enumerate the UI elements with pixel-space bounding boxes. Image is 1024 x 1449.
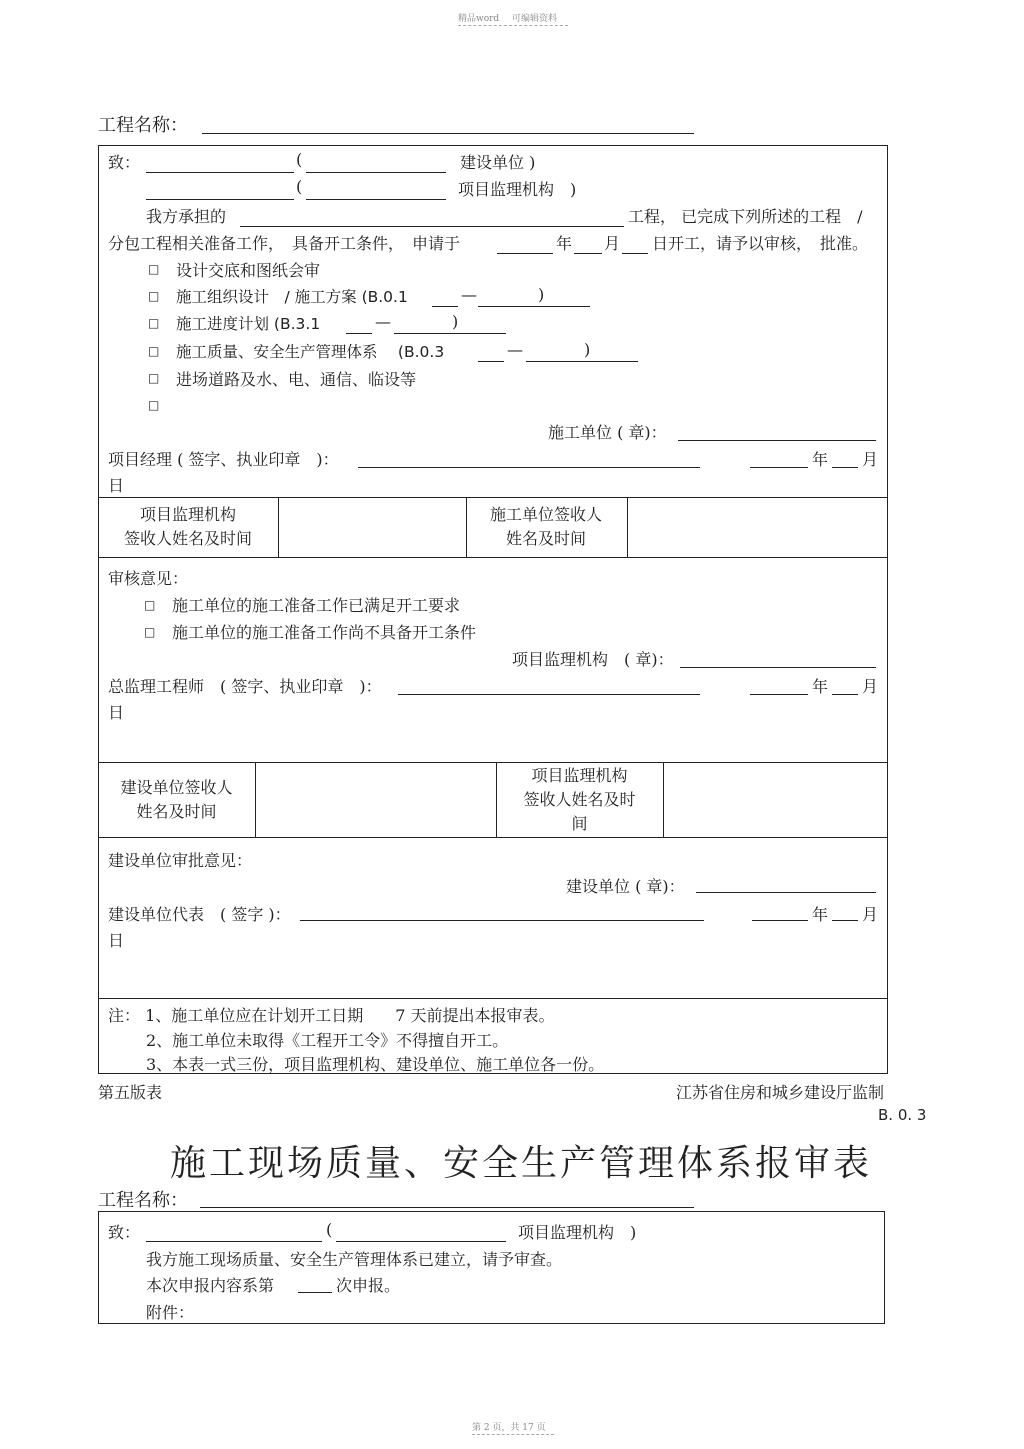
label-line: 姓名及时间 xyxy=(136,802,217,821)
edition-label: 第五版表 xyxy=(98,1083,163,1102)
review-opt-2: 施工单位的施工准备工作尚不具备开工条件 xyxy=(172,623,477,642)
footer-divider xyxy=(472,1434,554,1435)
start-day-field[interactable] xyxy=(622,253,648,254)
recv-contractor-field[interactable] xyxy=(629,499,885,555)
year-label: 年 xyxy=(812,905,829,924)
label-line: 姓名及时间 xyxy=(505,529,586,548)
recipient1-role: 建设单位 ) xyxy=(460,153,536,172)
recv-supervisor2-label xyxy=(497,764,662,836)
p1-start: 我方承担的 xyxy=(146,207,227,226)
attachment-label: 附件： xyxy=(146,1303,195,1322)
item-4: 施工质量、安全生产管理体系 (B.0.3 xyxy=(176,343,445,361)
contractor-seal-label: 施工单位 ( 章)： xyxy=(548,423,667,442)
row-divider xyxy=(98,557,888,558)
supervisor-seal-label: 项目监理机构 ( 章)： xyxy=(512,650,674,669)
month-label: 月 xyxy=(604,234,621,253)
recipient2-field-b[interactable] xyxy=(306,199,446,200)
to-label: 致： xyxy=(108,153,141,172)
checkbox-1[interactable]: □ xyxy=(148,262,160,276)
form-code: B. 0. 3 xyxy=(878,1106,927,1124)
paren: ) xyxy=(584,340,591,359)
to-label-2: 致： xyxy=(108,1223,141,1242)
day-label: 日 xyxy=(108,703,125,722)
item-3-num-field-b[interactable] xyxy=(394,333,506,334)
form2-line-1: 我方施工现场质量、安全生产管理体系已建立，请予审查。 xyxy=(146,1250,563,1269)
paren: ( xyxy=(296,150,303,169)
dash: — xyxy=(507,340,523,359)
checkbox-6[interactable]: □ xyxy=(148,398,160,412)
note-3: 3、本表一式三份，项目监理机构、建设单位、施工单位各一份。 xyxy=(146,1055,605,1074)
contractor-seal-field[interactable] xyxy=(678,440,876,441)
recv-owner-label xyxy=(99,776,254,824)
paren: ( xyxy=(326,1220,333,1239)
header-right: 可编辑资料 xyxy=(512,14,558,24)
form2-line-2a: 本次申报内容系第 xyxy=(146,1276,275,1295)
col-divider xyxy=(255,762,256,837)
note-1: 注： 1、施工单位应在计划开工日期 7 天前提出本报审表。 xyxy=(108,1006,555,1025)
recipient2-field[interactable] xyxy=(146,199,294,200)
row-divider xyxy=(98,762,888,763)
recv-supervisor2-field[interactable] xyxy=(665,764,885,835)
month-label: 月 xyxy=(862,905,879,924)
pm-month-field[interactable] xyxy=(832,467,858,468)
header-divider xyxy=(458,25,568,26)
item-2-num-field-b[interactable] xyxy=(478,306,590,307)
chief-sign-label: 总监理工程师 ( 签字、执业印章 )： xyxy=(108,677,382,696)
review-opt-1: 施工单位的施工准备工作已满足开工要求 xyxy=(172,596,461,615)
row-divider xyxy=(98,497,888,498)
year-label: 年 xyxy=(556,234,573,253)
item-2-num-field[interactable] xyxy=(432,306,458,307)
form-title: 施工现场质量、安全生产管理体系报审表 xyxy=(170,1143,873,1184)
month-label: 月 xyxy=(862,677,879,696)
p2-end: 日开工，请予以审核， 批准。 xyxy=(652,234,869,253)
p1-end: 工程， 已完成下列所述的工程 / xyxy=(628,207,863,226)
paren: ) xyxy=(452,312,459,331)
item-3-num-field[interactable] xyxy=(346,333,372,334)
recipient2-role: 项目监理机构 ) xyxy=(458,180,577,199)
submission-count-field[interactable] xyxy=(298,1292,332,1293)
start-year-field[interactable] xyxy=(497,253,553,254)
dash: — xyxy=(375,312,391,331)
row-divider xyxy=(98,837,888,838)
recipient1-field-b[interactable] xyxy=(306,172,446,173)
owner-rep-label: 建设单位代表 ( 签字 )： xyxy=(108,905,291,924)
owner-month-field[interactable] xyxy=(832,920,858,921)
chief-year-field[interactable] xyxy=(750,694,808,695)
review-label: 审核意见： xyxy=(108,569,189,588)
owner-rep-field[interactable] xyxy=(300,920,704,921)
row-divider xyxy=(98,998,888,999)
label-line: 签收人姓名及时间 xyxy=(123,529,252,548)
owner-seal-field[interactable] xyxy=(696,892,876,893)
owner-approval-label: 建设单位审批意见： xyxy=(108,851,253,870)
dash: — xyxy=(461,285,477,304)
day-label: 日 xyxy=(108,476,125,495)
paren: ( xyxy=(296,177,303,196)
start-month-field[interactable] xyxy=(574,253,602,254)
checkbox-5[interactable]: □ xyxy=(148,371,160,385)
authority-label: 江苏省住房和城乡建设厅监制 xyxy=(676,1083,885,1102)
review-checkbox-1[interactable]: □ xyxy=(144,598,156,612)
pm-year-field[interactable] xyxy=(750,467,808,468)
page-footer: 第 2 页，共 17 页 xyxy=(472,1423,546,1433)
label-line: 施工单位签收人 xyxy=(489,505,602,524)
recv-supervisor-label xyxy=(99,503,277,551)
col-divider xyxy=(278,497,279,557)
project-name-label-2: 工程名称： xyxy=(98,1190,188,1211)
project-field[interactable] xyxy=(240,226,624,227)
label-line: 建设单位签收人 xyxy=(120,778,233,797)
checkbox-2[interactable]: □ xyxy=(148,289,160,303)
year-label: 年 xyxy=(812,677,829,696)
recv-owner-field[interactable] xyxy=(257,764,494,835)
pm-sign-field[interactable] xyxy=(358,467,700,468)
review-checkbox-2[interactable]: □ xyxy=(144,625,156,639)
owner-seal-label: 建设单位 ( 章)： xyxy=(566,877,685,896)
item-1: 设计交底和图纸会审 xyxy=(176,261,321,280)
checkbox-4[interactable]: □ xyxy=(148,344,160,358)
chief-month-field[interactable] xyxy=(832,694,858,695)
project-name-label: 工程名称： xyxy=(98,115,188,136)
pm-sign-label: 项目经理 ( 签字、执业印章 )： xyxy=(108,450,339,469)
item-4-num-field-b[interactable] xyxy=(526,361,638,362)
col-divider xyxy=(627,497,628,557)
header-left: 精品word xyxy=(458,14,500,24)
recv-contractor-label xyxy=(467,503,625,551)
month-label: 月 xyxy=(862,450,879,469)
form2-recipient-field-b[interactable] xyxy=(336,1241,506,1242)
project-name-field-2[interactable] xyxy=(200,1207,694,1208)
owner-year-field[interactable] xyxy=(752,920,808,921)
recipient1-field[interactable] xyxy=(146,172,294,173)
form2-recipient-role: 项目监理机构 ) xyxy=(518,1223,637,1242)
item-4-num-field[interactable] xyxy=(478,361,504,362)
item-5: 进场道路及水、电、通信、临设等 xyxy=(176,370,417,389)
checkbox-3[interactable]: □ xyxy=(148,316,160,330)
label-line: 间 xyxy=(571,814,588,833)
year-label: 年 xyxy=(812,450,829,469)
paren: ) xyxy=(538,285,545,304)
item-3: 施工进度计划 (B.3.1 xyxy=(176,315,321,333)
label-line: 项目监理机构 xyxy=(531,766,628,785)
col-divider xyxy=(663,762,664,837)
form2-recipient-field[interactable] xyxy=(146,1241,322,1242)
project-name-field[interactable] xyxy=(202,133,694,134)
chief-sign-field[interactable] xyxy=(398,694,700,695)
day-label: 日 xyxy=(108,931,125,950)
supervisor-seal-field[interactable] xyxy=(680,667,876,668)
recv-supervisor-field[interactable] xyxy=(280,499,464,555)
p2-text: 分包工程相关准备工作， 具备开工条件， 申请于 xyxy=(108,234,461,253)
form2-line-2b: 次申报。 xyxy=(336,1276,401,1295)
item-2: 施工组织设计 / 施工方案 (B.0.1 xyxy=(176,288,408,306)
label-line: 签收人姓名及时 xyxy=(523,790,636,809)
label-line: 项目监理机构 xyxy=(139,505,236,524)
note-2: 2、施工单位未取得《工程开工令》不得擅自开工。 xyxy=(146,1031,509,1050)
